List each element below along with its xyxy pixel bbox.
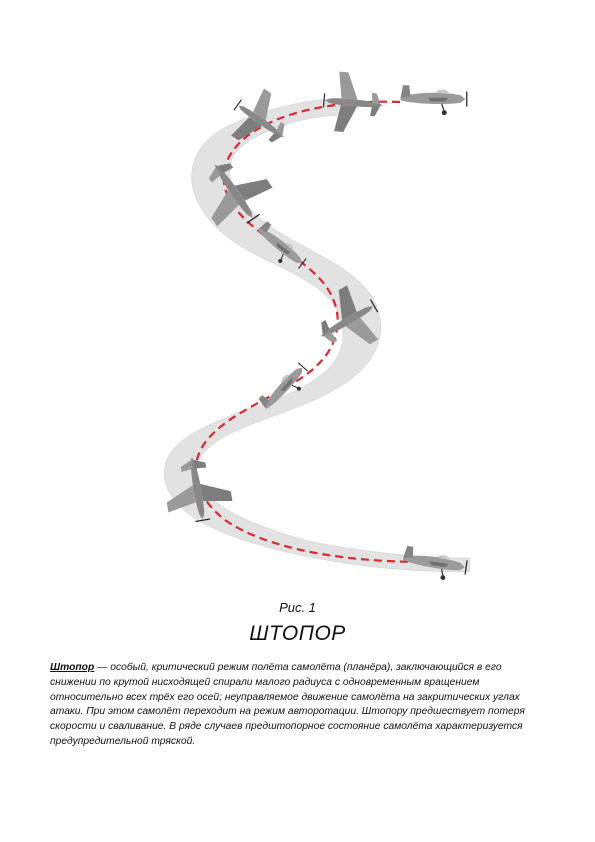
definition-term: Штопор xyxy=(50,662,95,673)
airplane-icon xyxy=(401,85,467,115)
airplane-icon xyxy=(321,71,385,136)
figure-caption: Рис. 1 xyxy=(279,600,316,615)
definition-paragraph xyxy=(50,661,550,750)
definition-text: — особый, критический режим полёта самолёта (планёра), заключающийся в его снижении по крутой нисходящей спирали малого радиуса с одновременным вращением относительно всех трёх его осей; неуправляемое движение самолёта на закритических углах атаки. При этом самолёт переходит на режим авторотации. Штопору предшествует потеря скорости и сваливание. В ряде случаев предштопорное состояние самолёта характеризуется предупредительной тряской. xyxy=(50,662,525,747)
figure-title: ШТОПОР xyxy=(249,622,346,645)
